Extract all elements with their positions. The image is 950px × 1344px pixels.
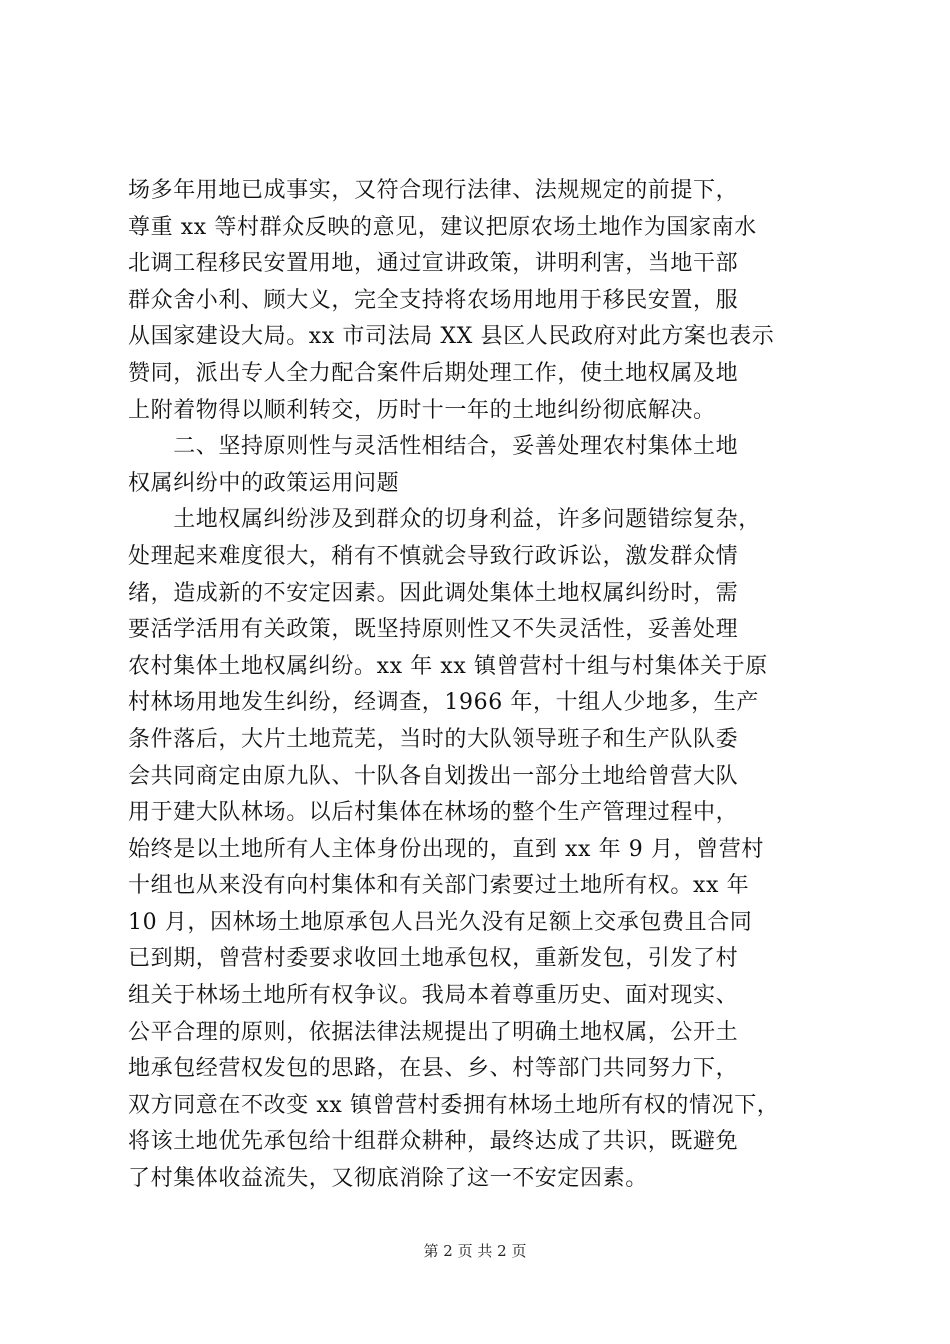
text-line: 赞同，派出专人全力配合案件后期处理工作，使土地权属及地 xyxy=(128,360,739,386)
text-line: 农村集体土地权属纠纷。xx 年 xx 镇曾营村十组与村集体关于原 xyxy=(128,653,768,679)
text-line: 上附着物得以顺利转交，历时十一年的土地纠纷彻底解决。 xyxy=(128,397,716,423)
text-line: 用于建大队林场。以后村集体在林场的整个生产管理过程中， xyxy=(128,800,739,826)
text-line: 从国家建设大局。xx 市司法局 XX 县区人民政府对此方案也表示 xyxy=(128,324,775,350)
text-line: 10 月，因林场土地原承包人吕光久没有足额上交承包费且合同 xyxy=(128,909,753,935)
body-text xyxy=(128,173,828,1198)
text-line: 地承包经营权发包的思路，在县、乡、村等部门共同努力下， xyxy=(128,1056,739,1082)
text-line: 处理起来难度很大，稍有不慎就会导致行政诉讼，激发群众情 xyxy=(128,543,739,569)
page-footer xyxy=(0,1241,950,1261)
text-line: 要活学活用有关政策，既坚持原则性又不失灵活性，妥善处理 xyxy=(128,617,739,643)
text-line: 村林场用地发生纠纷，经调查，1966 年，十组人少地多，生产 xyxy=(128,690,759,716)
section-heading-line: 二、坚持原则性与灵活性相结合，妥善处理农村集体土地 xyxy=(128,434,739,460)
text-line: 将该土地优先承包给十组群众耕种，最终达成了共识，既避免 xyxy=(128,1129,739,1155)
text-line: 组关于林场土地所有权争议。我局本着尊重历史、面对现实、 xyxy=(128,983,739,1009)
text-line: 条件落后，大片土地荒芜，当时的大队领导班子和生产队队委 xyxy=(128,726,739,752)
text-line: 已到期，曾营村委要求收回土地承包权，重新发包，引发了村 xyxy=(128,946,739,972)
text-line: 群众舍小利、顾大义，完全支持将农场用地用于移民安置，服 xyxy=(128,287,739,313)
section-heading-line: 权属纠纷中的政策运用问题 xyxy=(128,470,400,496)
text-line: 场多年用地已成事实，又符合现行法律、法规规定的前提下， xyxy=(128,178,739,203)
text-line: 了村集体收益流失，又彻底消除了这一不安定因素。 xyxy=(128,1166,648,1192)
text-line: 土地权属纠纷涉及到群众的切身利益，许多问题错综复杂， xyxy=(128,507,761,533)
text-line: 始终是以土地所有人主体身份出现的，直到 xx 年 9 月，曾营村 xyxy=(128,836,764,862)
page-number-label: 第 2 页 共 2 页 xyxy=(423,1242,527,1260)
text-line: 双方同意在不改变 xx 镇曾营村委拥有林场土地所有权的情况下， xyxy=(128,1092,780,1118)
text-line: 公平合理的原则，依据法律法规提出了明确土地权属，公开土 xyxy=(128,1019,739,1045)
text-line: 尊重 xx 等村群众反映的意见，建议把原农场土地作为国家南水 xyxy=(128,214,757,240)
text-line: 十组也从来没有向村集体和有关部门索要过土地所有权。xx 年 xyxy=(128,873,750,899)
text-line: 绪，造成新的不安定因素。因此调处集体土地权属纠纷时，需 xyxy=(128,580,739,606)
text-line: 会共同商定由原九队、十队各自划拨出一部分土地给曾营大队 xyxy=(128,763,739,789)
text-line: 北调工程移民安置用地，通过宣讲政策，讲明利害，当地干部 xyxy=(128,251,739,277)
